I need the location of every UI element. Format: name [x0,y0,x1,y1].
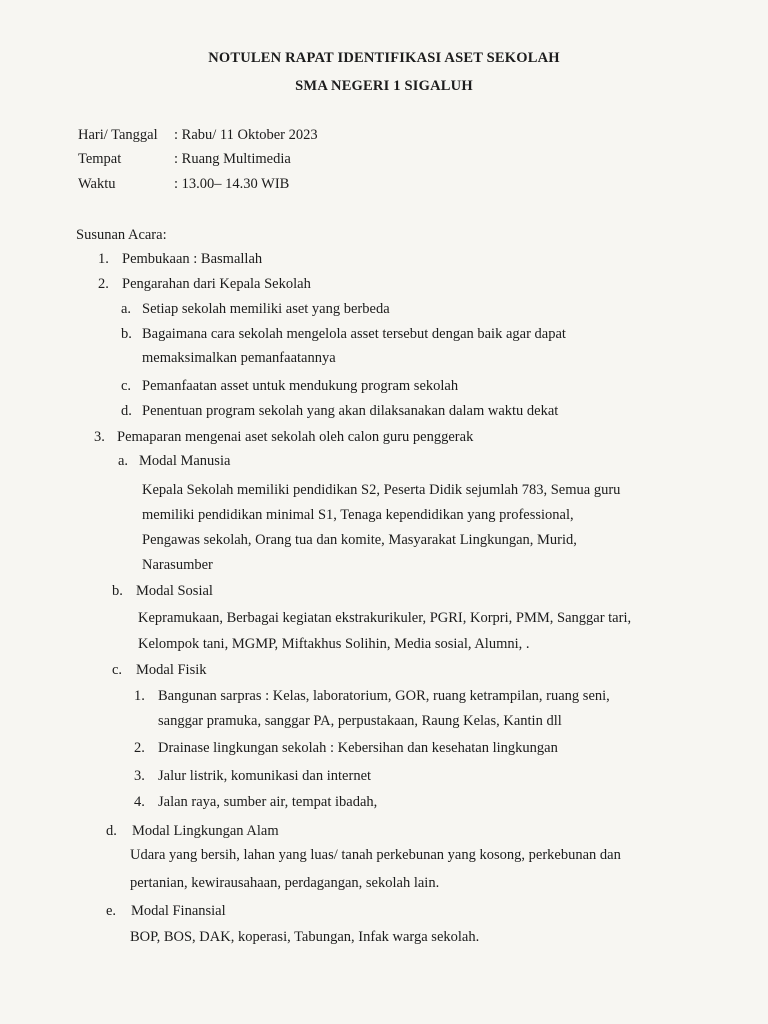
section-text: Narasumber [142,557,213,573]
section-title: Modal Finansial [131,903,226,919]
section-text: pertanian, kewirausahaan, perdagangan, sekolah lain. [130,875,440,891]
numbered-item-number: 2. [134,740,145,756]
section-letter: a. [118,453,129,469]
info-value: : Rabu/ 11 Oktober 2023 [174,127,318,143]
agenda-item-text: Pembukaan : Basmallah [122,251,263,267]
sub-item-text: Bagaimana cara sekolah mengelola asset tersebut dengan baik agar dapat [142,326,566,342]
info-label: Tempat [78,151,122,167]
numbered-item-text: sanggar pramuka, sanggar PA, perpustakaan, Raung Kelas, Kantin dll [158,713,562,729]
info-label: Hari/ Tanggal [78,127,158,143]
info-label: Waktu [78,176,116,192]
info-value: : 13.00– 14.30 WIB [174,176,290,192]
agenda-item-number: 1. [98,251,109,267]
info-row-place [78,151,291,168]
sub-item-text: Pemanfaatan asset untuk mendukung program sekolah [142,378,459,394]
section-title: Modal Manusia [139,453,231,469]
section-letter: c. [112,662,123,678]
sub-item-letter: d. [121,403,132,419]
numbered-item-text: Drainase lingkungan sekolah : Kebersihan dan kesehatan lingkungan [158,740,558,756]
agenda-item-number: 3. [94,429,105,445]
sub-item-text: Penentuan program sekolah yang akan dilaksanakan dalam waktu dekat [142,403,559,419]
info-value: : Ruang Multimedia [174,151,291,167]
numbered-item-text: Jalur listrik, komunikasi dan internet [158,768,372,784]
section-text: Udara yang bersih, lahan yang luas/ tanah perkebunan yang kosong, perkebunan dan [130,847,621,863]
section-text: BOP, BOS, DAK, koperasi, Tabungan, Infak warga sekolah. [130,929,480,945]
sub-item-text: memaksimalkan pemanfaatannya [142,350,336,366]
section-letter: e. [106,903,117,919]
section-text: Kelompok tani, MGMP, Miftakhus Solihin, Media sosial, Alumni, . [138,636,530,652]
section-text: Pengawas sekolah, Orang tua dan komite, Masyarakat Lingkungan, Murid, [142,532,577,548]
sub-item-letter: a. [121,301,132,317]
numbered-item-number: 1. [134,688,145,704]
agenda-item-number: 2. [98,276,109,292]
section-letter: d. [106,823,117,839]
section-title: Modal Fisik [136,662,207,678]
sub-item-letter: c. [121,378,132,394]
numbered-item-number: 3. [134,768,145,784]
numbered-item-text: Jalan raya, sumber air, tempat ibadah, [158,794,378,810]
agenda-item-text: Pemaparan mengenai aset sekolah oleh calon guru penggerak [117,429,474,445]
numbered-item-text: Bangunan sarpras : Kelas, laboratorium, GOR, ruang ketrampilan, ruang seni, [158,688,610,704]
sub-item-letter: b. [121,326,132,342]
document-title: NOTULEN RAPAT IDENTIFIKASI ASET SEKOLAH [208,50,560,66]
info-row-time [78,176,289,193]
section-text: Kepala Sekolah memiliki pendidikan S2, Peserta Didik sejumlah 783, Semua guru [142,482,621,498]
section-title: Modal Sosial [136,583,213,599]
section-title: Modal Lingkungan Alam [132,823,279,839]
numbered-item-number: 4. [134,794,145,810]
section-text: Kepramukaan, Berbagai kegiatan ekstrakurikuler, PGRI, Korpri, PMM, Sanggar tari, [138,610,632,626]
agenda-heading: Susunan Acara: [76,227,167,243]
sub-item-text: Setiap sekolah memiliki aset yang berbeda [142,301,390,317]
agenda-item-text: Pengarahan dari Kepala Sekolah [122,276,311,292]
school-name: SMA NEGERI 1 SIGALUH [295,78,473,94]
section-text: memiliki pendidikan minimal S1, Tenaga kependidikan yang professional, [142,507,574,523]
info-row-date [78,127,318,144]
section-letter: b. [112,583,123,599]
